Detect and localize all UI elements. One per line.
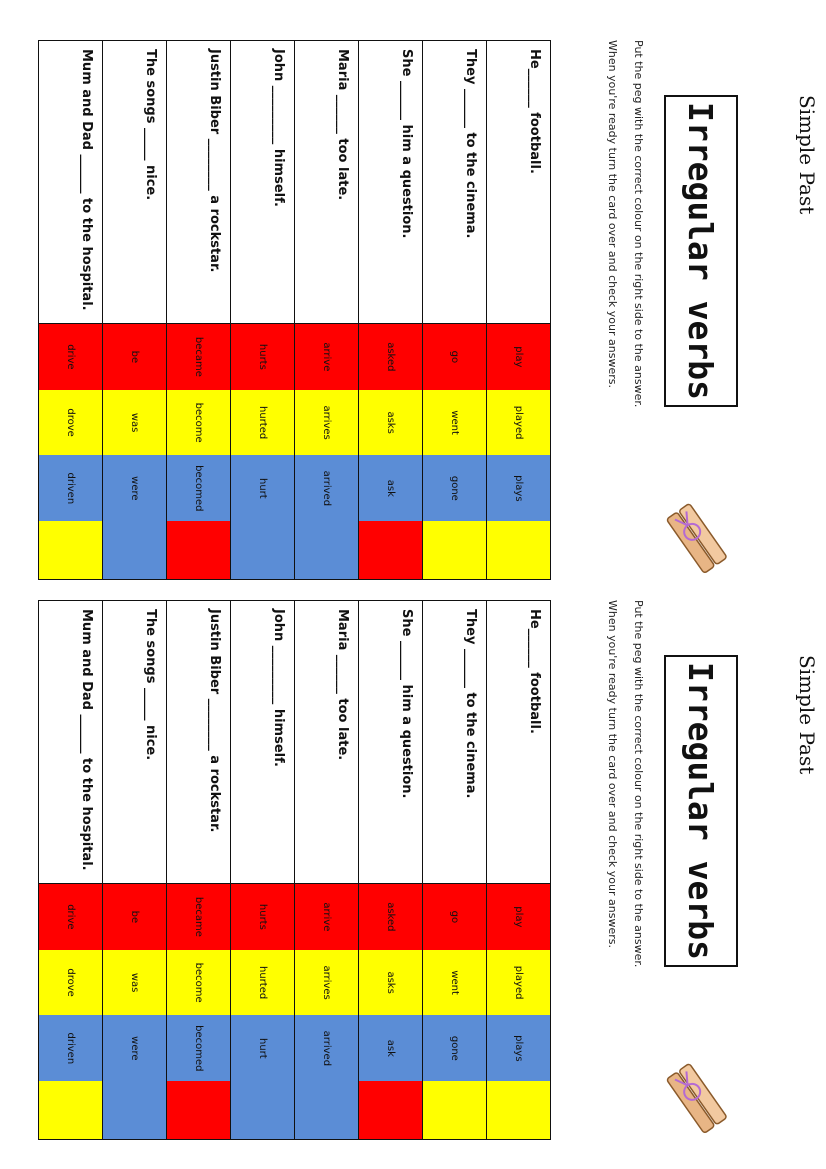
option-red[interactable]: arrive <box>295 884 358 950</box>
option-blue[interactable]: driven <box>39 455 102 521</box>
option-yellow[interactable]: become <box>167 950 230 1016</box>
exercise-row <box>294 601 358 1139</box>
option-red[interactable]: asked <box>359 884 422 950</box>
sentence: Justin Biber ________ a rockstar. <box>167 601 230 884</box>
subtitle: Simple Past <box>795 655 819 775</box>
option-yellow[interactable]: played <box>487 950 550 1016</box>
exercise-row <box>422 41 486 579</box>
option-yellow[interactable]: drove <box>39 950 102 1016</box>
option-red[interactable]: go <box>423 884 486 950</box>
option-red[interactable]: go <box>423 324 486 390</box>
exercise-row <box>102 41 166 579</box>
exercise-grid <box>38 600 551 1140</box>
answer-swatch <box>39 1081 102 1139</box>
option-red[interactable]: asked <box>359 324 422 390</box>
option-red[interactable]: be <box>103 324 166 390</box>
option-blue[interactable]: arrived <box>295 455 358 521</box>
option-red[interactable]: be <box>103 884 166 950</box>
option-blue[interactable]: hurt <box>231 455 294 521</box>
sentence: Maria ______ too late. <box>295 601 358 884</box>
option-yellow[interactable]: hurted <box>231 390 294 456</box>
option-red[interactable]: hurts <box>231 324 294 390</box>
exercise-row <box>422 601 486 1139</box>
sentence: She ______ him a question. <box>359 41 422 324</box>
option-yellow[interactable]: drove <box>39 390 102 456</box>
instruction-line-2: When you're ready turn the card over and check your answers. <box>606 600 619 948</box>
option-blue[interactable]: driven <box>39 1015 102 1081</box>
answer-swatch <box>295 521 358 579</box>
option-red[interactable]: play <box>487 324 550 390</box>
sentence: The songs _____ nice. <box>103 601 166 884</box>
exercise-row <box>486 41 550 579</box>
option-yellow[interactable]: asks <box>359 950 422 1016</box>
title-box <box>664 655 738 967</box>
option-red[interactable]: drive <box>39 324 102 390</box>
option-yellow[interactable]: arrives <box>295 390 358 456</box>
option-yellow[interactable]: was <box>103 390 166 456</box>
sentence: He______ football. <box>487 601 550 884</box>
option-blue[interactable]: were <box>103 1015 166 1081</box>
exercise-row <box>230 601 294 1139</box>
sentence: Mum and Dad ______ to the hospital. <box>39 601 102 884</box>
option-red[interactable]: became <box>167 884 230 950</box>
answer-swatch <box>359 1081 422 1139</box>
option-blue[interactable]: gone <box>423 455 486 521</box>
option-blue[interactable]: arrived <box>295 1015 358 1081</box>
answer-swatch <box>103 521 166 579</box>
option-yellow[interactable]: went <box>423 950 486 1016</box>
option-yellow[interactable]: hurted <box>231 950 294 1016</box>
option-blue[interactable]: gone <box>423 1015 486 1081</box>
answer-swatch <box>103 1081 166 1139</box>
sentence: Justin Biber ________ a rockstar. <box>167 41 230 324</box>
answer-swatch <box>487 1081 550 1139</box>
answer-swatch <box>423 521 486 579</box>
worksheet-title: Irregular verbs <box>681 661 721 960</box>
clothes-peg-icon <box>659 1060 734 1135</box>
option-blue[interactable]: ask <box>359 1015 422 1081</box>
exercise-row <box>39 601 102 1139</box>
option-red[interactable]: play <box>487 884 550 950</box>
exercise-row <box>166 41 230 579</box>
option-blue[interactable]: hurt <box>231 1015 294 1081</box>
exercise-row <box>294 41 358 579</box>
clothes-peg-icon <box>659 500 734 575</box>
exercise-row <box>39 41 102 579</box>
option-yellow[interactable]: went <box>423 390 486 456</box>
answer-swatch <box>487 521 550 579</box>
sentence: He______ football. <box>487 41 550 324</box>
subtitle: Simple Past <box>795 95 819 215</box>
option-yellow[interactable]: become <box>167 390 230 456</box>
option-red[interactable]: became <box>167 324 230 390</box>
option-yellow[interactable]: played <box>487 390 550 456</box>
option-blue[interactable]: plays <box>487 1015 550 1081</box>
sentence: She ______ him a question. <box>359 601 422 884</box>
instruction-line-2: When you're ready turn the card over and check your answers. <box>606 40 619 388</box>
option-blue[interactable]: ask <box>359 455 422 521</box>
worksheet-card-top <box>0 40 826 580</box>
instruction-line-1: Put the peg with the correct colour on the right side to the answer. <box>632 40 645 408</box>
answer-swatch <box>295 1081 358 1139</box>
worksheet-card-bottom <box>0 600 826 1140</box>
option-yellow[interactable]: arrives <box>295 950 358 1016</box>
sentence: Mum and Dad ______ to the hospital. <box>39 41 102 324</box>
worksheet-title: Irregular verbs <box>681 101 721 400</box>
sentence: John _________ himself. <box>231 601 294 884</box>
title-box <box>664 95 738 407</box>
exercise-row <box>358 41 422 579</box>
exercise-row <box>486 601 550 1139</box>
option-red[interactable]: drive <box>39 884 102 950</box>
answer-swatch <box>231 1081 294 1139</box>
sentence: John _________ himself. <box>231 41 294 324</box>
sentence: They ______ to the cinema. <box>423 41 486 324</box>
answer-swatch <box>231 521 294 579</box>
sentence: The songs _____ nice. <box>103 41 166 324</box>
option-yellow[interactable]: was <box>103 950 166 1016</box>
answer-swatch <box>359 521 422 579</box>
exercise-row <box>230 41 294 579</box>
answer-swatch <box>423 1081 486 1139</box>
option-blue[interactable]: plays <box>487 455 550 521</box>
sentence: They ______ to the cinema. <box>423 601 486 884</box>
answer-swatch <box>39 521 102 579</box>
instruction-line-1: Put the peg with the correct colour on the right side to the answer. <box>632 600 645 968</box>
option-blue[interactable]: were <box>103 455 166 521</box>
exercise-row <box>166 601 230 1139</box>
answer-swatch <box>167 1081 230 1139</box>
exercise-grid <box>38 40 551 580</box>
exercise-row <box>102 601 166 1139</box>
sentence: Maria ______ too late. <box>295 41 358 324</box>
option-blue[interactable]: becomed <box>167 455 230 521</box>
option-red[interactable]: arrive <box>295 324 358 390</box>
option-yellow[interactable]: asks <box>359 390 422 456</box>
answer-swatch <box>167 521 230 579</box>
exercise-row <box>358 601 422 1139</box>
option-red[interactable]: hurts <box>231 884 294 950</box>
option-blue[interactable]: becomed <box>167 1015 230 1081</box>
